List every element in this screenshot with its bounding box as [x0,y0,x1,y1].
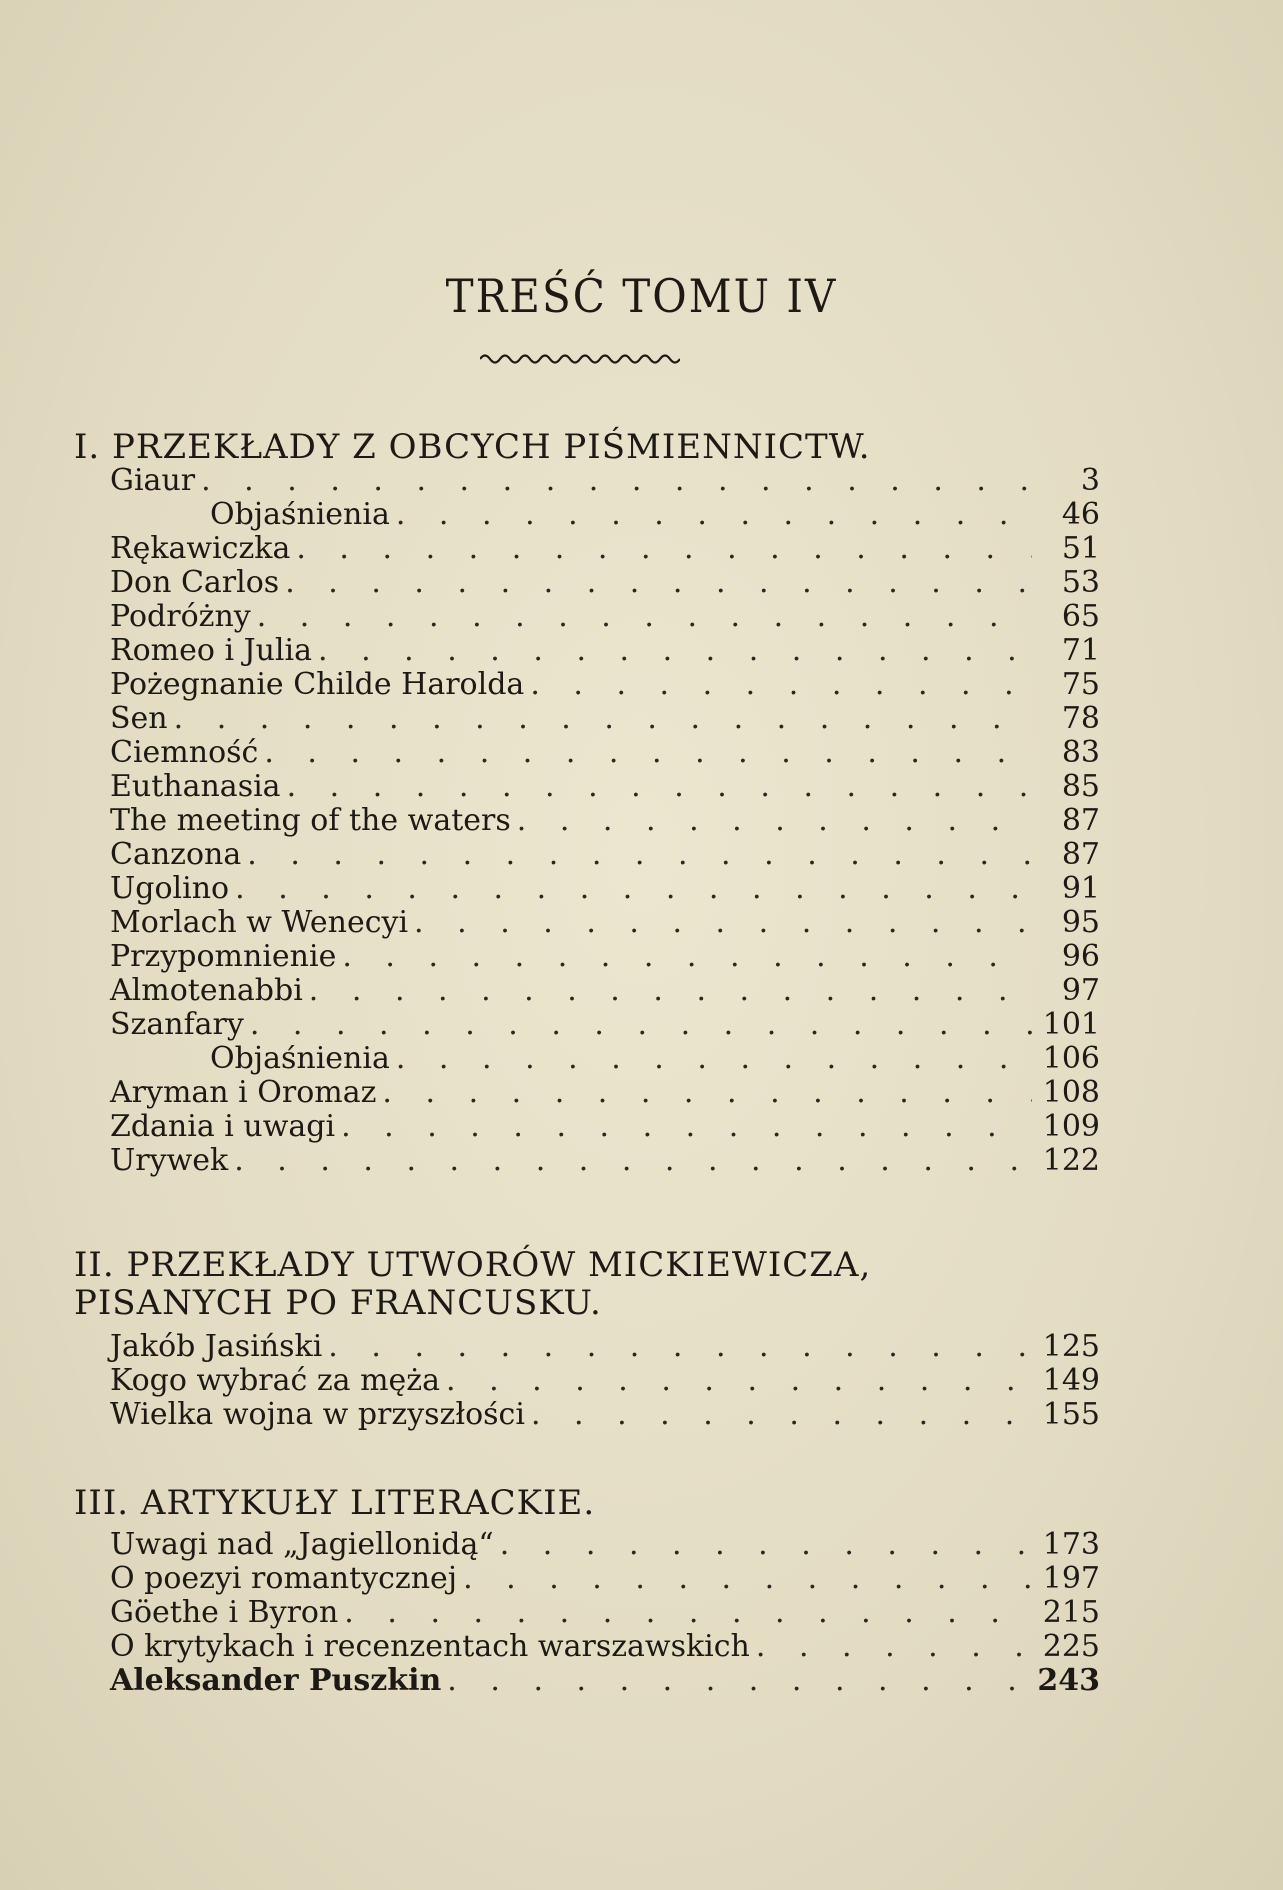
toc-entry [110,940,1100,974]
toc-entry-page: 46 [1061,497,1100,532]
toc-entry [110,1042,1100,1076]
toc-entry-page: 83 [1061,735,1100,770]
toc-entry-page: 75 [1061,667,1100,702]
toc-entry-title: Jakób Jasiński [110,1329,323,1364]
toc-entry-page: 109 [1042,1109,1100,1144]
toc-entry-page: 85 [1061,769,1100,804]
dot-leader [309,974,1032,1008]
toc-entry [110,1398,1100,1432]
toc-entry-page: 51 [1061,531,1100,566]
toc-entry-page: 71 [1061,633,1100,668]
toc-entry [110,498,1100,532]
section-heading-2: II. PRZEKŁADY UTWORÓW MICKIEWICZA, PISANYCH PO FRANCUSKU. [74,1245,872,1323]
toc-entry-page: 197 [1042,1561,1100,1596]
toc-entry [110,1664,1100,1698]
dot-leader [756,1630,1032,1664]
toc-entry-title: Rękawiczka [110,531,291,566]
toc-entry-page: 87 [1061,803,1100,838]
dot-leader [235,872,1032,906]
toc-entry-title: Uwagi nad „Jagiellonidą“ [110,1527,494,1562]
toc-entry-page: 173 [1042,1527,1100,1562]
toc-entry [110,804,1100,838]
toc-entry-title: Almotenabbi [110,973,303,1008]
dot-leader [396,1042,1032,1076]
toc-entry-page: 91 [1061,871,1100,906]
dot-leader [201,464,1032,498]
toc-entry-title: Szanfary [110,1007,244,1042]
toc-entry [110,634,1100,668]
toc-entry [110,464,1100,498]
dot-leader [287,770,1032,804]
dot-leader [342,940,1032,974]
dot-leader [318,634,1032,668]
dot-leader [341,1110,1032,1144]
dot-leader [500,1528,1032,1562]
toc-entry [110,532,1100,566]
toc-entry-page: 108 [1042,1075,1100,1110]
toc-entry [110,600,1100,634]
toc-entry-page: 215 [1042,1595,1100,1630]
toc-entry-page: 96 [1061,939,1100,974]
dot-leader [396,498,1032,532]
toc-entry [110,702,1100,736]
toc-list-section-3 [110,1528,1100,1698]
toc-entry-title: Wielka wojna w przyszłości [110,1397,525,1432]
toc-entry [110,906,1100,940]
toc-entry-title: Morlach w Wenecyi [110,905,409,940]
toc-entry-page: 106 [1042,1041,1100,1076]
dot-leader [247,838,1032,872]
toc-entry-title: Euthanasia [110,769,281,804]
toc-entry [110,770,1100,804]
toc-entry-page: 95 [1061,905,1100,940]
dot-leader [264,736,1032,770]
toc-entry-page: 125 [1042,1329,1100,1364]
toc-entry-title: Don Carlos [110,565,280,600]
toc-entry-title: Ugolino [110,871,230,906]
dot-leader [285,566,1032,600]
toc-entry [110,974,1100,1008]
toc-entry [110,1330,1100,1364]
toc-entry-page: 122 [1042,1143,1100,1178]
toc-entry-title: Zdania i uwagi [110,1109,336,1144]
dot-leader [463,1562,1032,1596]
dot-leader [296,532,1032,566]
toc-entry-title: Romeo i Julia [110,633,313,668]
toc-entry-title: Aleksander Puszkin [110,1663,442,1698]
dot-leader [382,1076,1032,1110]
toc-entry-title: Ciemność [110,735,259,770]
toc-entry-title: Göethe i Byron [110,1595,339,1630]
toc-entry-title: Przypomnienie [110,939,337,974]
toc-entry [110,1364,1100,1398]
dot-leader [517,804,1032,838]
toc-entry [110,838,1100,872]
toc-entry [110,1528,1100,1562]
toc-list-section-2 [110,1330,1100,1432]
toc-entry-title: Sen [110,701,168,736]
toc-entry-title: Objaśnienia [210,497,390,532]
toc-entry [110,1562,1100,1596]
toc-entry-title: Kogo wybrać za męża [110,1363,440,1398]
toc-entry [110,1076,1100,1110]
dot-leader [250,1008,1032,1042]
page-title: TREŚĆ TOMU IV [445,270,838,323]
dot-leader [447,1664,1029,1698]
toc-entry-title: The meeting of the waters [110,803,511,838]
toc-entry-page: 97 [1061,973,1100,1008]
dot-leader [530,668,1032,702]
toc-entry-page: 155 [1042,1397,1100,1432]
toc-entry-title: Objaśnienia [210,1041,390,1076]
dot-leader [414,906,1032,940]
toc-entry [110,566,1100,600]
toc-list-section-1 [110,464,1100,1178]
toc-entry-title: Giaur [110,463,196,498]
dot-leader [257,600,1032,634]
toc-entry-title: Aryman i Oromaz [110,1075,377,1110]
toc-entry [110,736,1100,770]
toc-entry [110,1144,1100,1178]
toc-entry-page: 3 [1080,463,1100,498]
dot-leader [446,1364,1032,1398]
wavy-rule-ornament [480,352,680,366]
toc-entry [110,1630,1100,1664]
dot-leader [344,1596,1032,1630]
toc-entry-page: 53 [1061,565,1100,600]
dot-leader [531,1398,1032,1432]
toc-entry-page: 87 [1061,837,1100,872]
toc-entry-page: 225 [1042,1629,1100,1664]
toc-entry-title: Canzona [110,837,242,872]
toc-entry-title: Urywek [110,1143,229,1178]
toc-entry [110,668,1100,702]
section-heading-1: I. PRZEKŁADY Z OBCYCH PIŚMIENNICTW. [74,427,871,467]
toc-entry [110,1110,1100,1144]
dot-leader [328,1330,1032,1364]
toc-entry-page: 101 [1042,1007,1100,1042]
toc-entry-page: 243 [1037,1663,1100,1698]
toc-entry-title: Pożegnanie Childe Harolda [110,667,525,702]
toc-entry-title: Podróżny [110,599,251,634]
toc-entry [110,872,1100,906]
toc-entry-page: 149 [1042,1363,1100,1398]
toc-entry-title: O poezyi romantycznej [110,1561,458,1596]
toc-entry-title: O krytykach i recenzentach warszawskich [110,1629,750,1664]
toc-entry [110,1596,1100,1630]
toc-entry-page: 65 [1061,599,1100,634]
section-heading-3: III. ARTYKUŁY LITERACKIE. [74,1483,596,1523]
dot-leader [174,702,1032,736]
toc-entry-page: 78 [1061,701,1100,736]
dot-leader [234,1144,1032,1178]
toc-entry [110,1008,1100,1042]
